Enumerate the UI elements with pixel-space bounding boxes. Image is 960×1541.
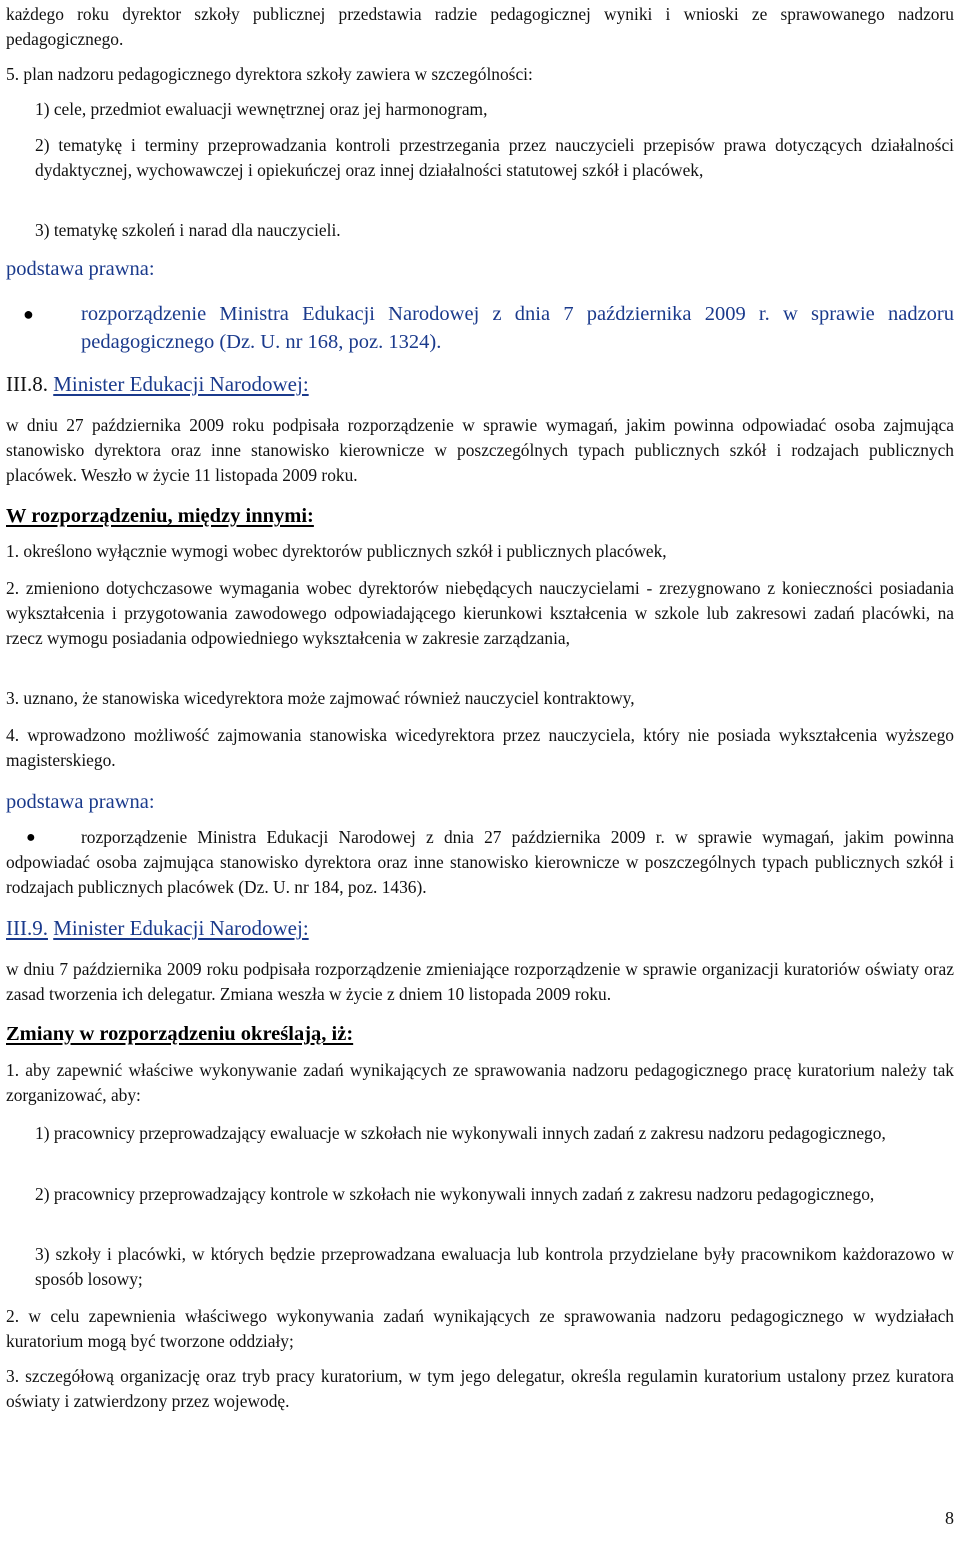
- section-3-8-point-4: 4. wprowadzono możliwość zajmowania stanowiska wicedyrektora przez nauczyciela, który nie posiada wykształcenia wyższego magisterskiego.: [6, 725, 954, 770]
- plan-item-3: 3) tematykę szkoleń i narad dla nauczycieli.: [35, 220, 341, 240]
- section-3-8-subheading: W rozporządzeniu, między innymi:: [6, 505, 314, 527]
- bullet-icon: ●: [26, 829, 36, 846]
- section-3-9-point-3: 3. szczegółową organizację oraz tryb pracy kuratorium, w tym jego delegatur, określa regulamin kuratorium ustalony przez kuratora oświaty i zatwierdzony przez wojewodę.: [6, 1366, 954, 1411]
- legal-basis-text-1: rozporządzenie Ministra Edukacji Narodowej z dnia 7 października 2009 r. w sprawie nadzoru pedagogicznego (Dz. U. nr 168, poz. 1324).: [81, 303, 954, 353]
- legal-basis-text-2: rozporządzenie Ministra Edukacji Narodowej z dnia 27 października 2009 r. w sprawie wymagań, jakim powinna odpowiadać osoba zajmująca stanowisko dyrektora oraz inne stanowisko kierownicze w poszczególnych typach publicznych szkół i rodzajach publicznych placówek (Dz. U. nr 184, poz. 1436).: [6, 827, 954, 897]
- plan-lead-paragraph: 5. plan nadzoru pedagogicznego dyrektora szkoły zawiera w szczególności:: [6, 64, 533, 84]
- intro-paragraph: każdego roku dyrektor szkoły publicznej przedstawia radzie pedagogicznej wyniki i wnioski ze sprawowanego nadzoru pedagogicznego.: [6, 4, 954, 49]
- section-3-9-point-2: 2. w celu zapewnienia właściwego wykonywania zadań wynikających ze sprawowania nadzoru pedagogicznego w wydziałach kuratorium mogą być tworzone oddziały;: [6, 1306, 954, 1351]
- section-3-9-body: w dniu 7 października 2009 roku podpisała rozporządzenie zmieniające rozporządzenie w sprawie organizacji kuratoriów oświaty oraz zasad tworzenia ich delegatur. Zmiana weszła w życie z dniem 10 listopada 2009 roku.: [6, 959, 954, 1004]
- section-3-9-subpoint-2: 2) pracownicy przeprowadzający kontrole w szkołach nie wykonywali innych zadań z zakresu nadzoru pedagogicznego,: [35, 1184, 875, 1204]
- section-number: III.8.: [6, 372, 48, 396]
- section-3-9-point-1: 1. aby zapewnić właściwe wykonywanie zadań wynikających ze sprawowania nadzoru pedagogicznego pracę kuratorium należy tak zorganizować, aby:: [6, 1060, 954, 1105]
- section-number: III.9.: [6, 916, 48, 940]
- plan-item-2: 2) tematykę i terminy przeprowadzania kontroli przestrzegania przez nauczycieli przepisów prawa dotyczących działalności dydaktycznej, wychowawczej i opiekuńczej oraz innej działalności statutowej szkół i placówek,: [35, 135, 954, 180]
- section-3-9-subpoint-1: 1) pracownicy przeprowadzający ewaluacje w szkołach nie wykonywali innych zadań z zakresu nadzoru pedagogicznego,: [35, 1123, 886, 1143]
- legal-basis-heading-2: podstawa prawna:: [6, 791, 155, 813]
- section-3-8-body: w dniu 27 października 2009 roku podpisała rozporządzenie w sprawie wymagań, jakim powinna odpowiadać osoba zajmująca stanowisko dyrektora oraz inne stanowisko kierownicze w poszczególnych typach publicznych szkół i rodzajach publicznych placówek. Weszło w życie 11 listopada 2009 roku.: [6, 415, 954, 485]
- section-title: Minister Edukacji Narodowej:: [53, 916, 309, 940]
- section-3-9-subheading: Zmiany w rozporządzeniu określają, iż:: [6, 1023, 354, 1045]
- legal-basis-heading-1: podstawa prawna:: [6, 258, 155, 280]
- legal-basis-bullet-2: [6, 825, 954, 900]
- page-number: 8: [945, 1508, 954, 1528]
- section-heading-3-8: [6, 371, 954, 397]
- section-heading-3-9: [6, 915, 954, 941]
- section-3-8-point-1: 1. określono wyłącznie wymogi wobec dyrektorów publicznych szkół i publicznych placówek,: [6, 541, 667, 561]
- plan-item-1: 1) cele, przedmiot ewaluacji wewnętrznej oraz jej harmonogram,: [35, 99, 488, 119]
- section-3-8-point-2: 2. zmieniono dotychczasowe wymagania wobec dyrektorów niebędących nauczycielami - zrezygnowano z konieczności posiadania wykształcenia i przygotowania zawodowego odpowiadającego kierunkowi kształcenia w szkole lub zakresowi zadań placówki, na rzecz wymogu posiadania odpowiedniego wykształcenia w zakresie zarządzania,: [6, 578, 954, 648]
- section-3-8-point-3: 3. uznano, że stanowiska wicedyrektora może zajmować również nauczyciel kontraktowy,: [6, 688, 635, 708]
- bullet-icon: ●: [23, 304, 34, 324]
- section-title: Minister Edukacji Narodowej:: [53, 372, 309, 396]
- section-3-9-subpoint-3: 3) szkoły i placówki, w których będzie przeprowadzana ewaluacja lub kontrola przydzielane były pracownikom każdorazowo w sposób losowy;: [35, 1244, 954, 1289]
